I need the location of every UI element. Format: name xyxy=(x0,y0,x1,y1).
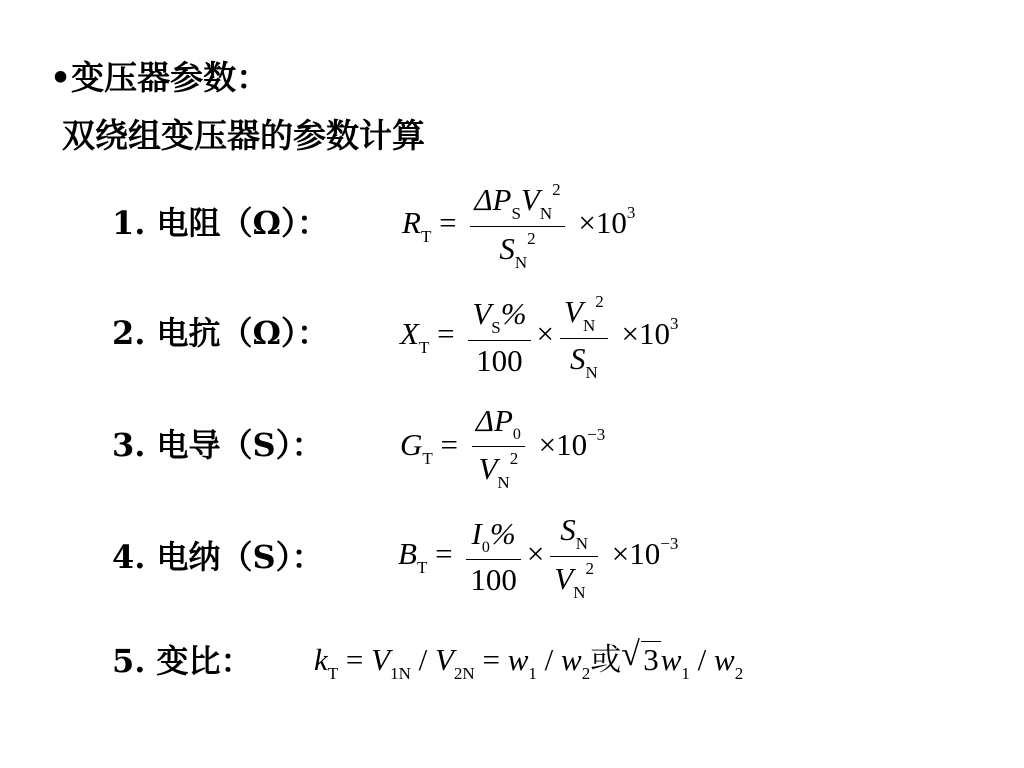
formula-factor: ×10 xyxy=(621,316,670,352)
formula-sub: S xyxy=(491,317,501,337)
reactance-label: 2. 电抗（Ω）： xyxy=(112,314,330,352)
formula-var: S xyxy=(560,512,576,547)
slide-heading: •变压器参数： xyxy=(50,58,270,97)
equals-sign: = xyxy=(345,642,364,677)
formula-sub: N xyxy=(575,534,589,553)
sqrt-radicand: 3 xyxy=(643,642,659,677)
slide-subheading: 双绕组变压器的参数计算 xyxy=(62,116,425,155)
resistance-formula xyxy=(402,180,635,272)
formula-var: w xyxy=(507,642,529,677)
times-sign: × xyxy=(526,536,545,572)
formula-factor: ×10 xyxy=(611,536,661,572)
formula-sub: T xyxy=(422,449,433,469)
formula-var: w xyxy=(561,642,582,677)
sqrt-symbol xyxy=(621,636,661,678)
formula-var: V xyxy=(434,642,454,677)
slash-sign: / xyxy=(697,642,707,677)
formula-sub: 2 xyxy=(734,664,744,683)
formula-var: % xyxy=(500,295,527,331)
formula-var: V xyxy=(554,560,574,596)
susceptance-formula xyxy=(398,512,678,602)
formula-sub: N xyxy=(497,473,510,493)
conductance-fraction xyxy=(472,403,525,493)
formula-sub: T xyxy=(327,664,339,683)
formula-sub: T xyxy=(420,227,432,247)
reactance-fraction-1 xyxy=(468,296,530,378)
formula-sub: 1 xyxy=(681,664,690,683)
conductance-formula xyxy=(400,403,605,493)
formula-den: 100 xyxy=(476,342,523,378)
formula-var: V xyxy=(478,451,498,487)
formula-sub: 1N xyxy=(390,664,411,683)
formula-var: V xyxy=(371,642,391,677)
formula-sub: N xyxy=(573,582,586,602)
formula-var: V xyxy=(564,294,583,329)
formula-var: % xyxy=(489,516,516,552)
formula-var: ΔP xyxy=(474,182,512,217)
susceptance-fraction-2 xyxy=(550,512,598,602)
formula-sub: T xyxy=(418,338,430,358)
formula-exponent: 3 xyxy=(669,314,679,334)
formula-sup: 2 xyxy=(585,558,595,578)
formula-var: X xyxy=(400,316,419,352)
formula-sup: 2 xyxy=(595,292,604,311)
equals-sign: = xyxy=(435,536,453,572)
formula-exponent: −3 xyxy=(587,425,606,445)
radical-icon: √ xyxy=(621,636,640,673)
formula-sub: S xyxy=(511,204,521,223)
formula-var: S xyxy=(570,340,586,376)
equals-sign: = xyxy=(439,205,457,241)
formula-sub: 1 xyxy=(528,664,537,683)
formula-sub: N xyxy=(585,362,598,382)
formula-var: I xyxy=(471,516,482,552)
formula-factor: ×10 xyxy=(538,427,588,463)
conductance-label: 3. 电导（S）： xyxy=(112,426,324,464)
resistance-label: 1. 电阻（Ω）： xyxy=(112,204,330,242)
formula-sub: N xyxy=(582,316,596,335)
formula-var: V xyxy=(520,182,540,217)
reactance-fraction-2 xyxy=(560,292,608,382)
ratio-formula xyxy=(314,634,743,684)
slash-sign: / xyxy=(544,642,554,677)
times-sign: × xyxy=(536,316,555,352)
formula-var: w xyxy=(714,642,735,677)
formula-sub: 0 xyxy=(481,539,490,557)
formula-var: w xyxy=(660,642,682,677)
formula-var: V xyxy=(472,295,492,331)
formula-exponent: 3 xyxy=(626,203,636,223)
formula-var: B xyxy=(398,536,417,572)
formula-sup: 2 xyxy=(509,449,519,469)
formula-sub: 2 xyxy=(581,664,591,683)
formula-sub: N xyxy=(539,204,553,223)
formula-var: G xyxy=(400,427,423,463)
formula-exponent: −3 xyxy=(660,534,679,554)
resistance-fraction xyxy=(470,180,564,272)
formula-sup: 2 xyxy=(527,228,536,248)
susceptance-label: 4. 电纳（S）： xyxy=(112,538,324,576)
formula-var: ΔP xyxy=(475,403,513,438)
reactance-formula xyxy=(400,292,678,382)
equals-sign: = xyxy=(437,316,455,352)
formula-sub: N xyxy=(514,252,528,272)
formula-var: k xyxy=(314,642,328,677)
equals-sign: = xyxy=(440,427,459,463)
formula-sup: 2 xyxy=(552,180,561,199)
formula-sub: 0 xyxy=(512,426,521,443)
formula-sub: 2N xyxy=(453,664,475,683)
equals-sign: = xyxy=(482,642,500,677)
formula-factor: ×10 xyxy=(578,205,627,241)
formula-sub: T xyxy=(416,558,428,578)
formula-var: R xyxy=(402,205,421,241)
or-text: 或 xyxy=(590,642,622,677)
ratio-label: 5. 变比： xyxy=(112,642,253,680)
formula-den: 100 xyxy=(470,562,517,598)
susceptance-fraction-1 xyxy=(466,516,521,598)
slash-sign: / xyxy=(418,642,428,677)
formula-var: S xyxy=(499,230,515,266)
